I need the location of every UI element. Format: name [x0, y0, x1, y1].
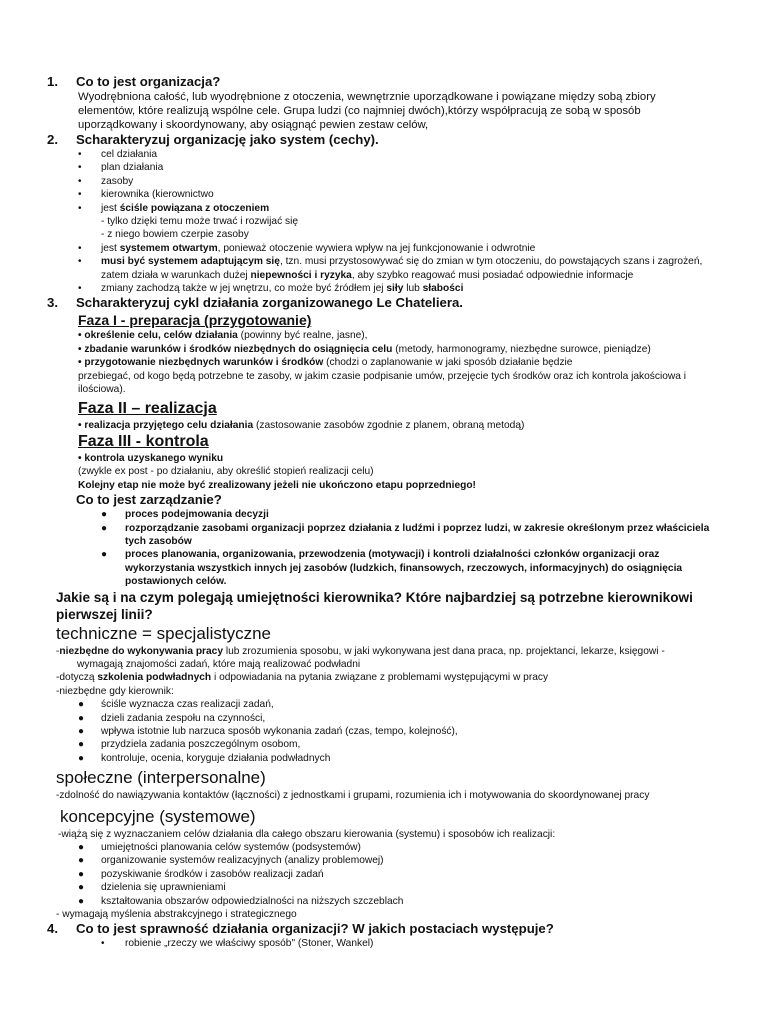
list-item: ● ściśle wyznacza czas realizacji zadań, — [78, 699, 274, 711]
phase-1-text: • określenie celu, celów działania (powinny być realne, jasne), • zbadanie warunków i środków niezbędnych do osiągnięcia celu (metody, harmonogramy, niezbędne surowce, pieniądze) • przygotowanie niezbędnych warunków i środków (chodzi o zaplanowanie w jaki sposób działanie będzie przebiegać, od kogo będą potrzebne te zasoby, w jakim czasie podpisanie umów, przejęcie tych środków oraz ich kontrola jakościowa i ilościowa). — [78, 330, 686, 396]
list-item: • zmiany zachodzą także w jej wnętrzu, co może być źródłem jej siły lub słabości — [78, 283, 464, 295]
conceptual-text: -wiążą się z wyznaczaniem celów działania dla całego obszaru kierowania (systemu) i sposobów ich realizacji: — [58, 828, 556, 840]
bullet-icon: ● — [78, 739, 85, 751]
question-title: Scharakteryzuj organizację jako system (cechy). — [76, 132, 379, 147]
technical-text-3: -niezbędne gdy kierownik: — [56, 685, 174, 697]
question-title: Co to jest organizacja? — [76, 74, 221, 89]
document-body — [0, 74, 768, 951]
conceptual-note: - wymagają myślenia abstrakcyjnego i strategicznego — [56, 909, 297, 921]
bullet-icon: • — [101, 938, 105, 950]
bullet-icon: • — [78, 283, 82, 295]
efficiency-list — [0, 937, 768, 950]
feature-list-2 — [0, 242, 768, 296]
question-2 — [0, 132, 768, 148]
phase-1-heading: Faza I - preparacja (przygotowanie) — [78, 312, 312, 329]
question-title: Scharakteryzuj cykl działania zorganizowanego Le Chateliera. — [76, 295, 463, 311]
conceptual-skills-heading: koncepcyjne (systemowe) — [60, 806, 256, 826]
social-text: -zdolność do nawiązywania kontaktów (łączności) z jednostkami i grupami, rozumienia ich i motywowania do skoordynowanej pracy — [56, 790, 650, 802]
phase-3-heading: Faza III - kontrola — [78, 432, 209, 450]
bullet-icon: ● — [78, 855, 85, 867]
bullet-icon: • — [78, 175, 82, 187]
feature-list — [0, 148, 768, 215]
list-item: ● rozporządzanie zasobami organizacji poprzez działania z ludźmi i poprzez ludzi, w zakresie określonym przez właściciela tych zasobów — [101, 522, 710, 547]
bullet-icon: ● — [78, 712, 85, 724]
answer-paragraph: Wyodrębniona całość, lub wyodrębnione z otoczenia, wewnętrznie uporządkowane i powiązane między sobą zbiory elementów, które realizują wspólne cele. Grupa ludzi (co najmniej dwóch),którzy współpracują ze sobą w sposób uporządkowany i skoordynowany, aby osiągnąć pewien zestaw celów, — [78, 91, 656, 131]
management-list — [0, 508, 713, 588]
question-1 — [0, 74, 768, 90]
list-item: ● proces podejmowania decyzji — [101, 509, 269, 521]
technical-list — [0, 698, 768, 765]
list-item: ● organizowanie systemów realizacyjnych (analizy problemowej) — [78, 855, 384, 867]
list-item: • robienie „rzeczy we właściwy sposób" (Stoner, Wankel) — [101, 938, 374, 950]
bullet-icon: • — [78, 189, 82, 201]
list-item: ● dzielenia się uprawnieniami — [78, 882, 226, 894]
list-item: • jest systemem otwartym, ponieważ otoczenie wywiera wpływ na jej funkcjonowanie i odwrotnie — [78, 242, 536, 254]
list-item: ● przydziela zadania poszczególnym osobom, — [78, 739, 301, 751]
question-number: 2. — [47, 132, 58, 147]
list-item: ● pozyskiwanie środków i zasobów realizacji zadań — [78, 868, 324, 880]
list-item: • plan działania — [78, 162, 164, 174]
phase-2-heading: Faza II – realizacja — [78, 399, 217, 417]
list-item: • musi być systemem adaptującym się, tzn. musi przystosowywać się do zmian w tym otoczeniu, do powstających szans i zagrożeń, zatem działa w warunkach dużej niepewności i ryzyka, aby szybko reagować musi posiadać odpowiednie informacje — [78, 256, 703, 281]
bullet-icon: ● — [78, 726, 85, 737]
question-4 — [0, 921, 768, 937]
bullet-icon: • — [78, 149, 82, 160]
phase-3-text: • kontrola uzyskanego wyniku (zwykle ex post - po działaniu, aby określić stopień realizacji celu) Kolejny etap nie może być zrealizowany jeżeli nie ukończono etapu poprzedniego! — [78, 452, 476, 491]
sub-item: - z niego bowiem czerpie zasoby — [101, 229, 249, 241]
list-item: • kierownika (kierownictwo — [78, 189, 214, 201]
question-number: 1. — [47, 74, 58, 89]
technical-text-2: -dotyczą szkolenia podwładnych i odpowiadania na pytania związane z problemami występującymi w pracy — [56, 672, 549, 684]
bullet-icon: ● — [78, 752, 85, 764]
list-item: • zasoby — [78, 175, 134, 187]
list-item: ● proces planowania, organizowania, przewodzenia (motywacji) i kontroli działalności członków organizacji oraz wykorzystania wszystkich innych jej zasobów (ludzkich, finansowych, rzeczowych, informacyjnych) do osiągnięcia postawionych celów. — [101, 549, 683, 588]
phase-2-text: • realizacja przyjętego celu działania (zastosowanie zasobów zgodnie z planem, obraną metodą) — [78, 419, 525, 431]
bullet-icon: ● — [78, 699, 85, 711]
bullet-icon: ● — [101, 509, 108, 521]
bullet-icon: ● — [78, 895, 85, 907]
question-number: 3. — [47, 295, 58, 311]
list-item: • cel działania — [78, 149, 158, 160]
list-item: • jest ściśle powiązana z otoczeniem — [78, 202, 270, 214]
list-item: ● wpływa istotnie lub narzuca sposób wykonania zadań (czas, tempo, kolejność), — [78, 726, 458, 737]
bullet-icon: ● — [101, 549, 108, 561]
technical-skills-heading: techniczne = specjalistyczne — [56, 623, 271, 643]
list-item: ● umiejętności planowania celów systemów (podsystemów) — [78, 842, 361, 854]
bullet-icon: ● — [78, 868, 85, 880]
bullet-icon: • — [78, 256, 82, 268]
question-3 — [0, 295, 768, 311]
question-title: Co to jest zarządzanie? — [76, 492, 222, 508]
management-question — [0, 492, 768, 508]
list-item: ● kształtowania obszarów odpowiedzialności na niższych szczeblach — [78, 895, 404, 907]
bullet-icon: • — [78, 162, 82, 174]
bullet-icon: ● — [78, 842, 85, 854]
bullet-icon: ● — [78, 882, 85, 894]
bullet-icon: ● — [101, 522, 108, 534]
bullet-icon: • — [78, 202, 82, 214]
list-item: ● kontroluje, ocenia, koryguje działania podwładnych — [78, 752, 331, 764]
question-number: 4. — [47, 921, 58, 937]
conceptual-list — [0, 841, 768, 908]
question-title: Co to jest sprawność działania organizacji? W jakich postaciach występuje? — [76, 921, 554, 937]
technical-text-1: -niezbędne do wykonywania pracy lub zrozumienia sposobu, w jaki wykonywana jest dana praca, np. projektanci, lekarze, księgowi - wymagają znajomości zadań, które mają realizować podwładni — [56, 645, 665, 670]
list-item: ● dzieli zadania zespołu na czynności, — [78, 712, 266, 724]
bullet-icon: • — [78, 242, 82, 254]
sub-item: - tylko dzięki temu może trwać i rozwijać się — [101, 216, 299, 228]
social-skills-heading: społeczne (interpersonalne) — [56, 768, 266, 788]
skills-question: Jakie są i na czym polegają umiejętności kierownika? Które najbardziej są potrzebne kierownikowi pierwszej linii? — [56, 589, 693, 622]
